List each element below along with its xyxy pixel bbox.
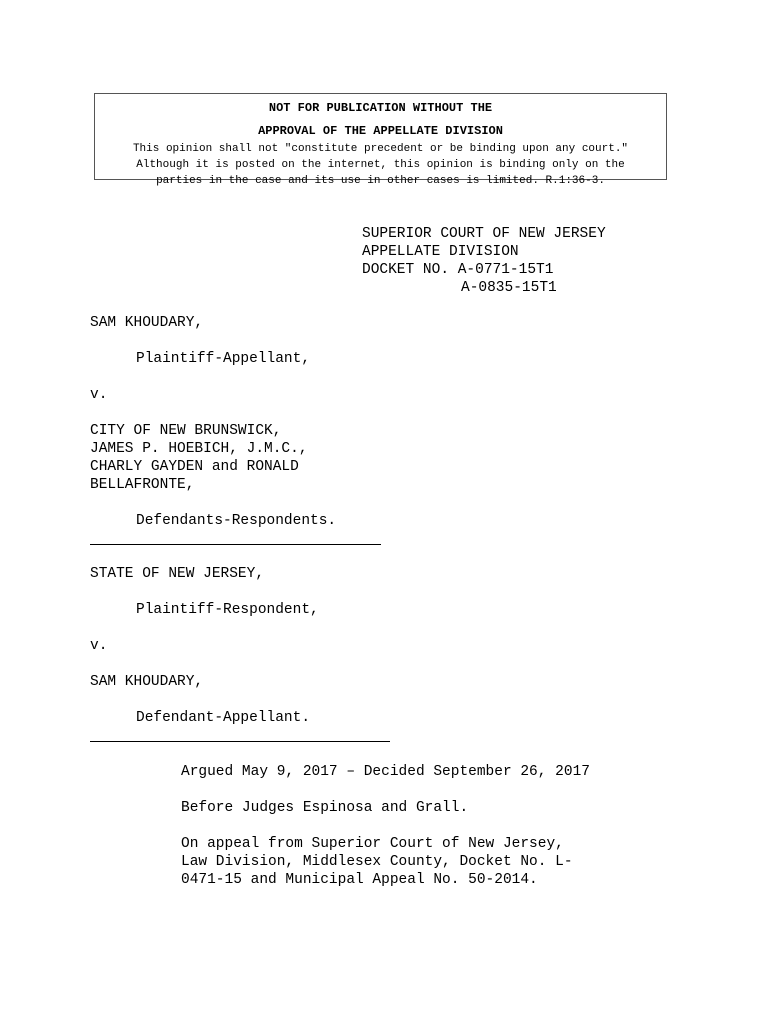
notice-body-line-3: parties in the case and its use in other cases is limited. R.1:36-3. [156,175,605,187]
appeal-line-1: On appeal from Superior Court of New Jersey, [181,836,564,852]
appeal-line-3: 0471-15 and Municipal Appeal No. 50-2014. [181,872,538,888]
argued-decided-line: Argued May 9, 2017 – Decided September 26, 2017 [181,764,590,780]
notice-heading-line-1: NOT FOR PUBLICATION WITHOUT THE [268,101,493,115]
court-division: APPELLATE DIVISION [362,244,519,260]
case-1-defendant-line-2: JAMES P. HOEBICH, J.M.C., [90,441,308,457]
docket-number-1: DOCKET NO. A-0771-15T1 [362,262,554,278]
publication-notice-box [94,93,667,187]
case-1-defendant-line-3: CHARLY GAYDEN and RONALD [90,459,299,475]
notice-body-line-1: This opinion shall not "constitute precedent or be binding upon any court." [132,143,629,155]
case-1-plaintiff-role: Plaintiff-Appellant, [136,351,311,367]
case-1-divider [90,544,381,545]
case-2-plaintiff-role: Plaintiff-Respondent, [136,602,319,618]
judges-line: Before Judges Espinosa and Grall. [181,800,469,816]
notice-body-line-2: Although it is posted on the internet, this opinion is binding only on the [136,159,625,171]
notice-heading-line-2: APPROVAL OF THE APPELLATE DIVISION [258,124,503,138]
case-2-versus: v. [90,638,108,654]
appeal-line-2: Law Division, Middlesex County, Docket No. L- [181,854,573,870]
docket-number-2: A-0835-15T1 [461,280,557,296]
court-name: SUPERIOR COURT OF NEW JERSEY [362,226,606,242]
case-2-divider [90,741,390,742]
case-1-versus: v. [90,387,108,403]
case-1-defendant-line-1: CITY OF NEW BRUNSWICK, [90,423,282,439]
case-2-plaintiff: STATE OF NEW JERSEY, [90,566,265,582]
case-2-defendant: SAM KHOUDARY, [90,674,204,690]
case-1-plaintiff: SAM KHOUDARY, [90,315,204,331]
case-1-defendant-role: Defendants-Respondents. [136,513,337,529]
case-1-defendant-line-4: BELLAFRONTE, [90,477,195,493]
case-2-defendant-role: Defendant-Appellant. [136,710,311,726]
